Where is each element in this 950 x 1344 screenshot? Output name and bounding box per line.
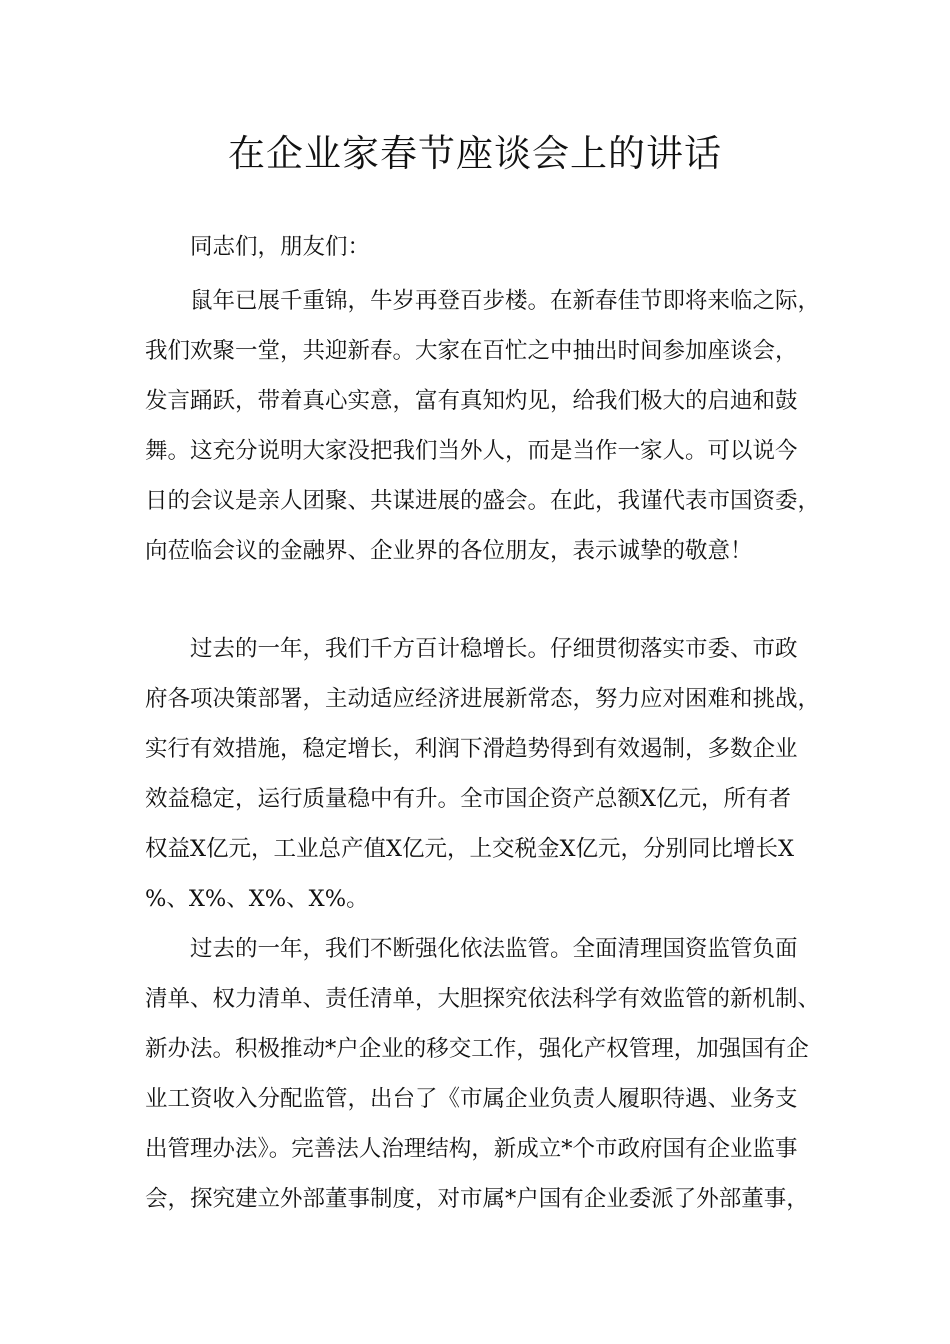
text-line: 府各项决策部署，主动适应经济进展新常态，努力应对困难和挑战，: [145, 686, 821, 712]
text-line: 会，探究建立外部董事制度，对市属*户国有企业委派了外部董事，: [145, 1186, 809, 1212]
text-line: 过去的一年，我们千方百计稳增长。仔细贯彻落实市委、市政: [190, 636, 798, 662]
text-line: 过去的一年，我们不断强化依法监管。全面清理国资监管负面: [190, 936, 798, 962]
text-line: 日的会议是亲人团聚、共谋进展的盛会。在此，我谨代表市国资委，: [145, 488, 821, 514]
text-line: 实行有效措施，稳定增长，利润下滑趋势得到有效遏制，多数企业: [145, 736, 798, 762]
text-line: 出管理办法》。完善法人治理结构，新成立*个市政府国有企业监事: [145, 1136, 798, 1162]
text-line: 向莅临会议的金融界、企业界的各位朋友，表示诚挚的敬意！: [145, 538, 753, 564]
text-line: 我们欢聚一堂，共迎新春。大家在百忙之中抽出时间参加座谈会，: [145, 338, 798, 364]
document-title: 在企业家春节座谈会上的讲话: [228, 132, 722, 175]
text-line: 清单、权力清单、责任清单，大胆探究依法科学有效监管的新机制、: [145, 986, 821, 1012]
text-line: 鼠年已展千重锦，牛岁再登百步楼。在新春佳节即将来临之际，: [190, 288, 821, 314]
text-line: 发言踊跃，带着真心实意，富有真知灼见，给我们极大的启迪和鼓: [145, 388, 798, 414]
text-line: 同志们，朋友们：: [190, 234, 371, 260]
text-line: 舞。这充分说明大家没把我们当外人，而是当作一家人。可以说今: [145, 438, 798, 464]
text-line: 业工资收入分配监管，出台了《市属企业负责人履职待遇、业务支: [145, 1086, 798, 1112]
text-line: %、X%、X%、X%。: [145, 886, 369, 912]
text-line: 新办法。积极推动*户企业的移交工作，强化产权管理，加强国有企: [145, 1036, 809, 1062]
text-line: 效益稳定，运行质量稳中有升。全市国企资产总额X亿元，所有者: [145, 786, 792, 812]
text-line: 权益X亿元，工业总产值X亿元，上交税金X亿元，分别同比增长X: [145, 836, 795, 862]
